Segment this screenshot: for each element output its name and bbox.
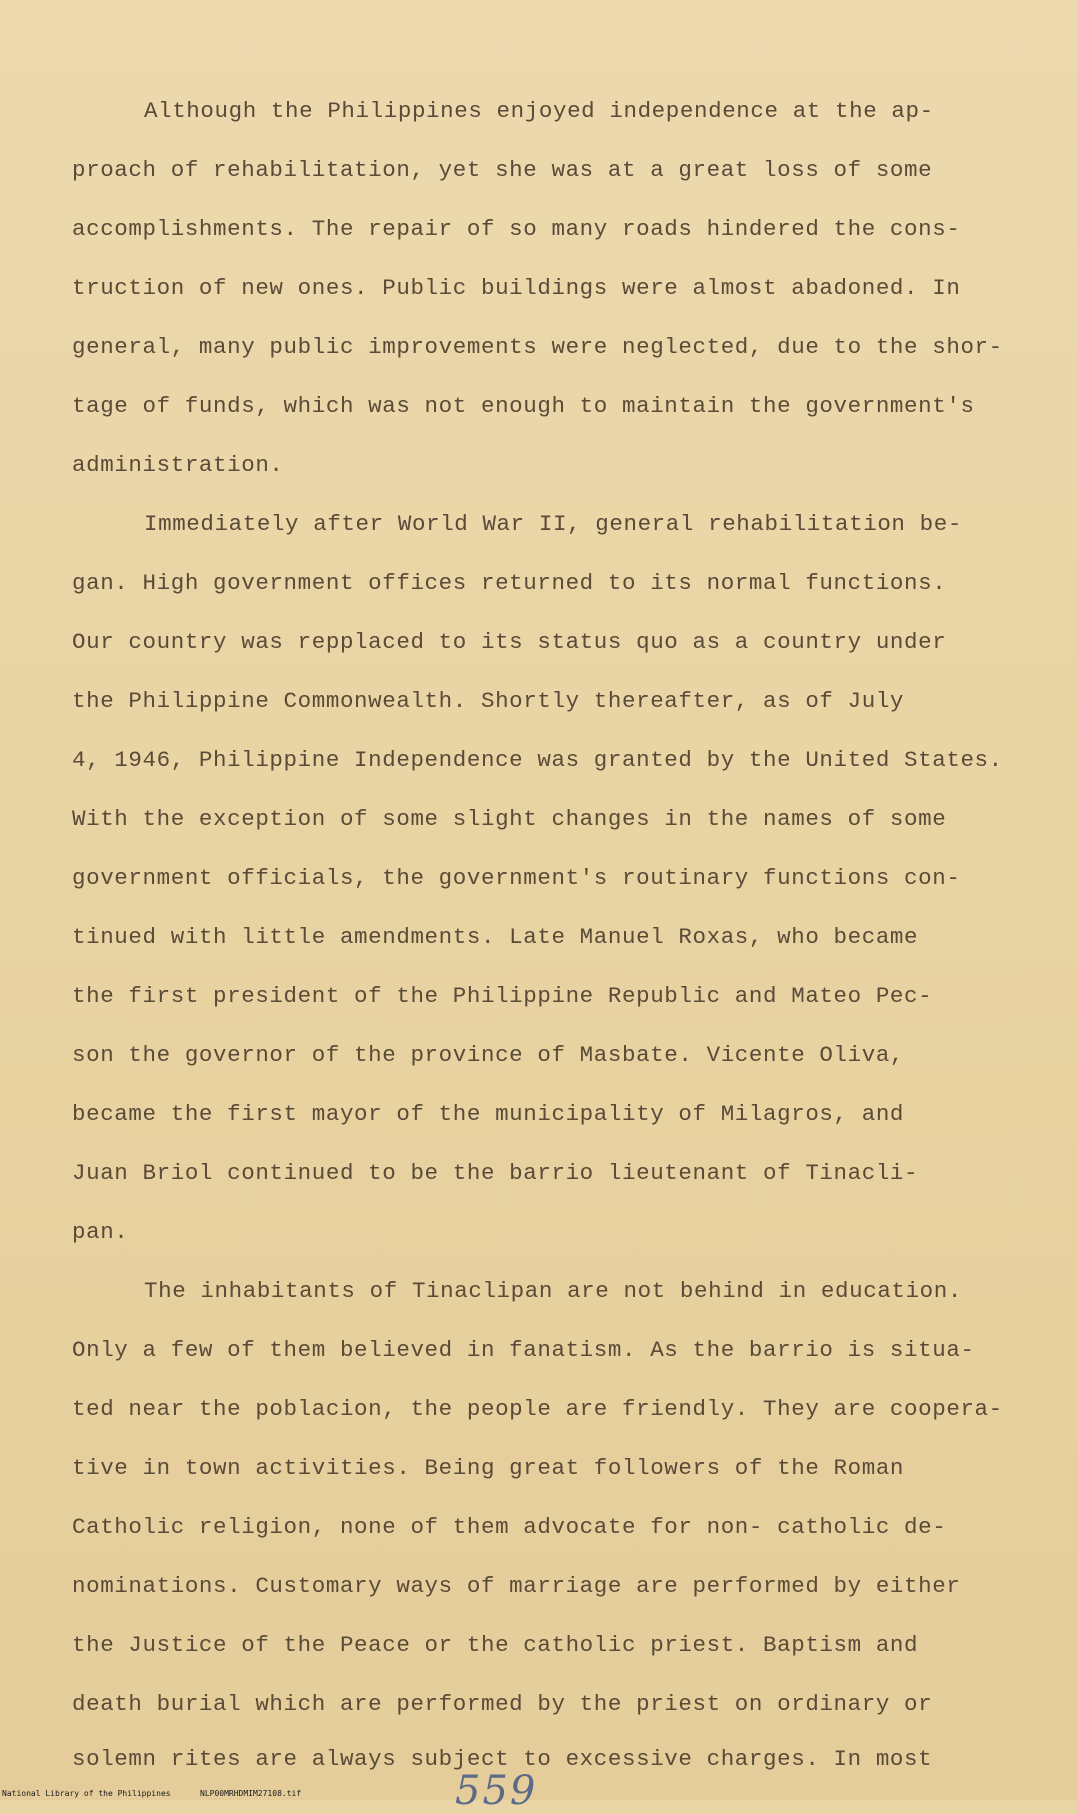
text-line: Catholic religion, none of them advocate for non- catholic de- [72,1514,947,1540]
text-line: accomplishments. The repair of so many roads hindered the cons- [72,216,961,242]
text-line: became the first mayor of the municipality of Milagros, and [72,1101,905,1127]
text-line: truction of new ones. Public buildings were almost abadoned. In [72,275,961,301]
text-line: nominations. Customary ways of marriage are performed by either [72,1573,961,1599]
text-line: Only a few of them believed in fanatism. As the barrio is situa- [72,1337,975,1363]
text-line: tage of funds, which was not enough to maintain the government's [72,393,975,419]
footer-archive-name: National Library of the Philippines [2,1789,171,1798]
text-line: Although the Philippines enjoyed independence at the ap- [144,98,934,124]
text-line: government officials, the government's routinary functions con- [72,865,961,891]
text-line: the first president of the Philippine Republic and Mateo Pec- [72,983,933,1009]
text-line: gan. High government offices returned to its normal functions. [72,570,947,596]
text-line: son the governor of the province of Masbate. Vicente Oliva, [72,1042,905,1068]
page-number: 559 [455,1768,538,1814]
text-line: ted near the poblacion, the people are friendly. They are coopera- [72,1396,1003,1422]
text-line: Juan Briol continued to be the barrio lieutenant of Tinacli- [72,1160,919,1186]
text-line: the Justice of the Peace or the catholic priest. Baptism and [72,1632,919,1658]
text-line: The inhabitants of Tinaclipan are not behind in education. [144,1278,962,1304]
text-line: tinued with little amendments. Late Manuel Roxas, who became [72,924,919,950]
text-line: proach of rehabilitation, yet she was at a great loss of some [72,157,933,183]
text-line: solemn rites are always subject to excessive charges. In most [72,1746,933,1772]
text-line: death burial which are performed by the priest on ordinary or [72,1691,933,1717]
text-line: general, many public improvements were neglected, due to the shor- [72,334,1003,360]
text-line: the Philippine Commonwealth. Shortly thereafter, as of July [72,688,905,714]
text-line: tive in town activities. Being great followers of the Roman [72,1455,905,1481]
footer-file-name: NLP00MRHDMIM27108.tif [200,1789,302,1798]
text-line: 4, 1946, Philippine Independence was granted by the United States. [72,747,1003,773]
text-line: pan. [72,1219,129,1245]
text-line: Our country was repplaced to its status quo as a country under [72,629,947,655]
text-line: administration. [72,452,284,478]
text-line: With the exception of some slight changes in the names of some [72,806,947,832]
text-line: Immediately after World War II, general rehabilitation be- [144,511,962,537]
